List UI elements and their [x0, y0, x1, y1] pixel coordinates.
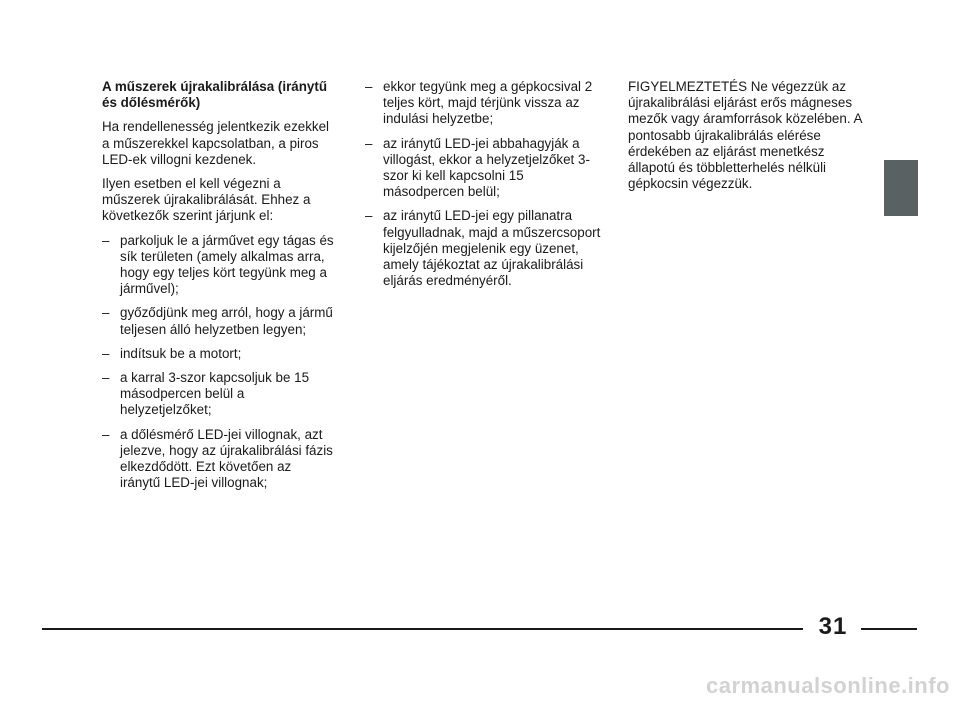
list-item	[365, 79, 605, 128]
list-item-text: parkoljuk le a járművet egy tágas és sík területen (amely alkalmas arra, hogy egy teljes kört tegyünk meg a járművel);	[120, 232, 334, 297]
list-dash: –	[102, 345, 110, 361]
list-dash: –	[102, 232, 110, 248]
right-column	[628, 79, 866, 200]
list-item-text: indítsuk be a motort;	[120, 345, 242, 361]
footer-rule-left	[42, 628, 803, 630]
left-column	[102, 79, 334, 499]
list-item	[102, 233, 334, 298]
list-item	[365, 208, 605, 289]
section-heading: A műszerek újrakalibrálása (iránytű és dőlésmérők)	[102, 79, 328, 111]
watermark-text: carmanualsonline.info	[706, 673, 950, 698]
list-item	[102, 427, 334, 492]
list-item-text: győződjünk meg arról, hogy a jármű teljesen álló helyzetben legyen;	[120, 305, 333, 337]
footer-rule-right	[861, 628, 917, 630]
list-dash: –	[102, 370, 110, 386]
list-dash: –	[365, 208, 373, 224]
list-dash: –	[102, 305, 110, 321]
list-item	[102, 370, 334, 419]
list-item	[102, 305, 334, 337]
middle-column	[365, 79, 605, 297]
list-item	[365, 136, 605, 201]
list-item-text: az iránytű LED-jei abbahagyják a villogást, ekkor a helyzetjelzőket 3-szor ki kell kapcsolni 15 másodpercen belül;	[383, 135, 590, 200]
list-dash: –	[365, 79, 373, 94]
list-item-text: ekkor tegyünk meg a gépkocsival 2 teljes kört, majd térjünk vissza az indulási helyzetbe;	[383, 79, 593, 127]
list-item	[102, 346, 334, 362]
list-item-text: a dőlésmérő LED-jei villognak, azt jelezve, hogy az újrakalibrálási fázis elkezdődött. Ezt követően az iránytű LED-jei villognak;	[120, 426, 333, 491]
intro-paragraph: Ha rendellenesség jelentkezik ezekkel a műszerekkel kapcsolatban, a piros LED-ek villogni kezdenek.	[102, 119, 330, 167]
warning-note: FIGYELMEZTETÉS Ne végezzük az újrakalibrálási eljárást erős mágneses mezők vagy áramforrások közelében. A pontosabb újrakalibrálás elérése érdekében az eljárást menetkész állapotú és többletterhelés nélküli gépkocsin végezzük.	[628, 79, 862, 192]
list-dash: –	[365, 135, 373, 151]
section-tab-marker	[884, 160, 918, 216]
list-dash: –	[102, 426, 110, 442]
instruction-paragraph: Ilyen esetben el kell végezni a műszerek újrakalibrálását. Ehhez a következők szerint járjunk el:	[102, 176, 311, 224]
page-number: 31	[818, 613, 848, 640]
list-item-text: a karral 3-szor kapcsoljuk be 15 másodpercen belül a helyzetjelzőket;	[120, 370, 310, 418]
list-item-text: az iránytű LED-jei egy pillanatra felgyulladnak, majd a műszercsoport kijelzőjén megjelenik egy üzenet, amely tájékoztat az újrakalibrálási eljárás eredményéről.	[383, 208, 601, 289]
